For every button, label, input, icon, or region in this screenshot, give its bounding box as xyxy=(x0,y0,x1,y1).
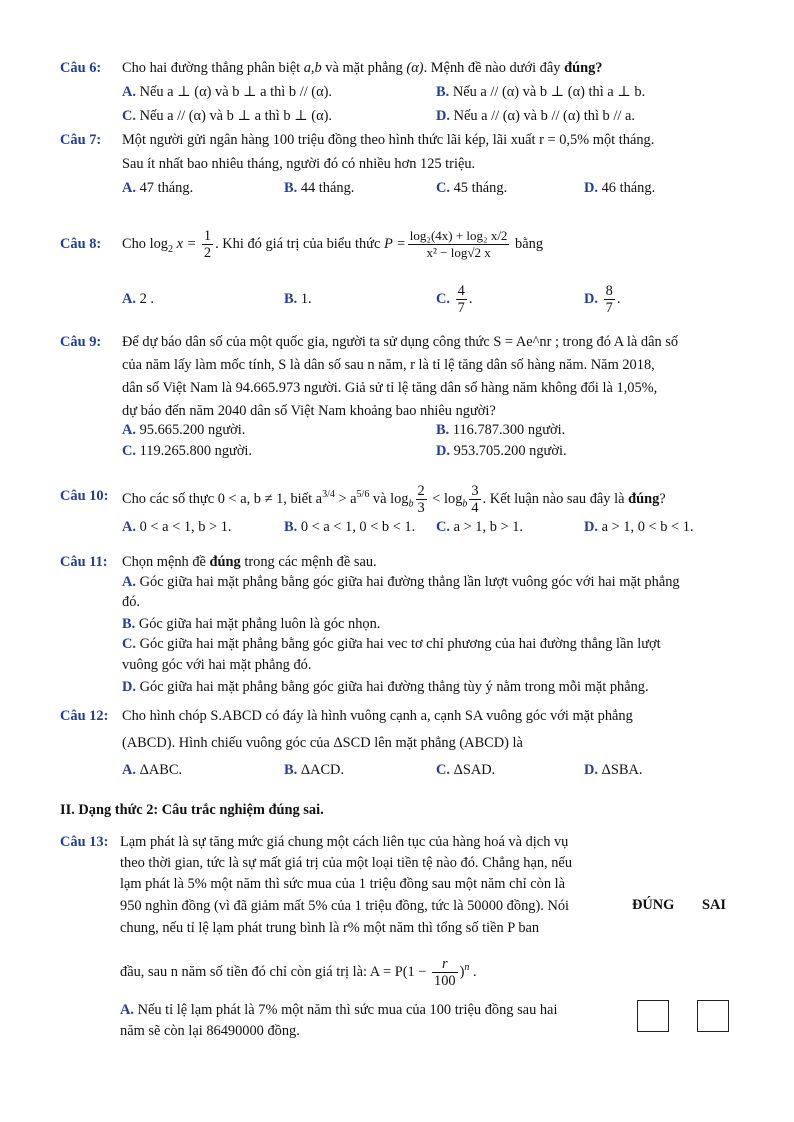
q9-option-b xyxy=(436,420,565,440)
q12-option-c xyxy=(436,760,495,780)
fraction-numerator: 2 xyxy=(417,482,425,499)
q10-fraction-2 xyxy=(469,483,480,516)
option-label: B. xyxy=(284,762,298,778)
q13-line-6 xyxy=(120,948,477,992)
question-7-number: Câu 7: xyxy=(60,132,102,148)
question-11-number: Câu 11: xyxy=(60,554,108,570)
option-text: Nếu tỉ lệ lạm phát là 7% một năm thì sức mua của 100 triệu đồng sau hai xyxy=(137,1002,558,1018)
q12-option-d xyxy=(584,760,642,780)
q10-stem-part: và log xyxy=(369,490,409,507)
q9-line-3: dân số Việt Nam là 94.665.973 người. Giả sử tỉ lệ tăng dân số hàng năm không đổi là 1,05%, xyxy=(122,380,658,396)
q13-line-1: Lạm phát là sự tăng mức giá chung một cách liên tục của hàng hoá và dịch vụ xyxy=(120,834,569,850)
q11-option-c-line-1 xyxy=(122,634,661,654)
q10-exponent-2: 5/6 xyxy=(356,489,370,500)
option-text: a > 1, b > 1. xyxy=(453,519,523,535)
q11-option-c-line-2: vuông góc với hai mặt phẳng đó. xyxy=(122,657,312,673)
option-text: Góc giữa hai mặt phẳng bằng góc giữa hai đường thẳng tùy ý nằm trong mỗi mặt phẳng. xyxy=(139,679,649,695)
option-label: A. xyxy=(122,519,136,535)
q10-stem-part: Cho các số thực 0 < a, b ≠ 1, biết a xyxy=(122,490,323,507)
q10-option-b xyxy=(284,517,415,537)
q10-option-d xyxy=(584,517,694,537)
option-label: B. xyxy=(436,84,450,100)
q6-stem-part: Cho hai đường thẳng phân biệt xyxy=(122,60,304,76)
option-text: 44 tháng. xyxy=(300,180,355,196)
q8-p-fraction xyxy=(408,228,510,261)
q9-option-c xyxy=(122,441,252,461)
option-label: C. xyxy=(436,519,450,535)
option-text: Góc giữa hai mặt phẳng luôn là góc nhọn. xyxy=(138,616,381,632)
fraction-denominator: 3 xyxy=(417,499,425,516)
q6-stem-plane: (α) xyxy=(406,60,424,76)
q9-option-a xyxy=(122,420,245,440)
q10-exponent-1: 3/4 xyxy=(322,489,335,500)
option-label: D. xyxy=(122,679,136,695)
fraction-denominator: x² − log√2 x xyxy=(408,244,510,261)
false-column-header: SAI xyxy=(702,897,726,913)
option-text: 953.705.200 người. xyxy=(453,443,567,459)
fraction-denominator: 2 xyxy=(203,245,212,262)
q6-option-c xyxy=(122,106,332,126)
option-text: Góc giữa hai mặt phẳng bằng góc giữa hai vec tơ chỉ phương của hai đường thẳng lần lượt xyxy=(139,636,661,652)
option-label: D. xyxy=(436,108,450,124)
q6-stem-part: . Mệnh đề nào dưới đây xyxy=(423,60,565,76)
option-text: 46 tháng. xyxy=(601,180,656,196)
option-text: Góc giữa hai mặt phẳng bằng góc giữa hai đường thẳng lần lượt vuông góc với hai mặt phẳng xyxy=(139,574,680,590)
option-label: D. xyxy=(436,443,450,459)
q8-p-label: P = xyxy=(383,236,406,252)
question-6-stem xyxy=(122,58,602,78)
option-text: 2 . xyxy=(139,291,154,307)
q8-fraction xyxy=(202,228,213,261)
q6-option-d xyxy=(436,106,635,126)
fraction-numerator: r xyxy=(441,955,448,972)
option-text: 47 tháng. xyxy=(139,180,194,196)
q6-option-b xyxy=(436,82,645,102)
option-text: 45 tháng. xyxy=(453,180,508,196)
option-label: A. xyxy=(122,291,136,307)
q6-option-a xyxy=(122,82,332,102)
q7-line-1: Một người gửi ngân hàng 100 triệu đồng theo hình thức lãi kép, lãi xuất r = 0,5% một tháng. xyxy=(122,132,655,148)
fraction-numerator: 8 xyxy=(605,283,613,300)
q10-log-base-2: b xyxy=(462,498,468,510)
option-text: ΔACD. xyxy=(300,762,345,778)
option-label: C. xyxy=(436,180,450,196)
q11-option-a-line-1 xyxy=(122,572,680,592)
q13-line-5: chung, nếu tỉ lệ lạm phát trung bình là r% một năm thì tổng số tiền P ban xyxy=(120,920,540,936)
q9-option-d xyxy=(436,441,567,461)
q11-stem-part: trong các mệnh đề sau. xyxy=(240,554,377,570)
fraction-numerator: log₂(4x) + log₂ x/2 xyxy=(409,228,508,244)
q9-line-1: Để dự báo dân số của một quốc gia, người ta sử dụng công thức S = Ae^nr ; trong đó A là dân số xyxy=(122,334,679,350)
question-6-number: Câu 6: xyxy=(60,60,102,76)
option-label: B. xyxy=(284,519,298,535)
fraction-numerator: 3 xyxy=(471,482,479,499)
true-column-header: ĐÚNG xyxy=(632,897,675,913)
q10-option-c xyxy=(436,517,523,537)
q11-stem-part: Chọn mệnh đề xyxy=(122,554,210,570)
q13-formula-exponent: n xyxy=(464,962,470,973)
q8-x: x = xyxy=(172,236,200,252)
q7-line-2: Sau ít nhất bao nhiêu tháng, người đó có nhiều hơn 125 triệu. xyxy=(122,156,476,172)
q8-log-base: 2 xyxy=(167,243,173,255)
q9-line-4: dự báo đến năm 2040 dân số Việt Nam khoảng bao nhiêu người? xyxy=(122,403,496,419)
option-text: ΔSAD. xyxy=(453,762,496,778)
q6-stem-bold: đúng? xyxy=(564,60,603,76)
q8-option-a xyxy=(122,280,154,318)
option-text: 0 < a < 1, b > 1. xyxy=(139,519,232,535)
section-2-title: II. Dạng thức 2: Câu trắc nghiệm đúng sai. xyxy=(60,802,324,818)
option-text: 116.787.300 người. xyxy=(452,422,566,438)
option-text: 1. xyxy=(300,291,312,307)
q8-log: Cho log xyxy=(122,236,168,252)
option-text: Nếu a ⊥ (α) và b ⊥ a thì b // (α). xyxy=(139,84,333,100)
option-label: C. xyxy=(436,762,450,778)
q7-option-d xyxy=(584,178,655,198)
q11-option-d xyxy=(122,677,649,697)
q13-formula-part: ) xyxy=(459,963,465,980)
fraction-numerator: 4 xyxy=(457,283,465,300)
q11-option-a-line-2: đó. xyxy=(122,594,140,610)
option-label: B. xyxy=(284,291,298,307)
q10-log-base-1: b xyxy=(408,498,414,510)
question-12-number: Câu 12: xyxy=(60,708,109,724)
fraction-denominator: 7 xyxy=(605,300,613,317)
option-label: D. xyxy=(584,180,598,196)
q12-line-2: (ABCD). Hình chiếu vuông góc của ΔSCD lên mặt phẳng (ABCD) là xyxy=(122,735,523,751)
option-label: D. xyxy=(584,762,598,778)
q10-stem-part: ? xyxy=(659,490,666,507)
q10-fraction-1 xyxy=(416,483,427,516)
option-text: 95.665.200 người. xyxy=(139,422,246,438)
q10-stem-part: . Kết luận nào sau đây là xyxy=(482,490,629,507)
q8-stem-part: bằng xyxy=(511,236,544,252)
option-label: B. xyxy=(284,180,298,196)
q8-stem xyxy=(122,218,543,276)
q8-c-fraction xyxy=(456,283,467,316)
fraction-denominator: 4 xyxy=(471,499,479,516)
option-label: B. xyxy=(436,422,450,438)
q9-line-2: của năm lấy làm mốc tính, S là dân số sau n năm, r là tỉ lệ tăng dân số hàng năm. Năm 2018, xyxy=(122,357,655,373)
q8-option-d: D. $\frac{8}{7}$ . xyxy=(584,283,621,317)
q13-line-4: 950 nghìn đồng (vì đã giảm mất 5% của 1 triệu đồng, tức là 50000 đồng). Nói xyxy=(120,898,570,914)
q12-line-1: Cho hình chóp S.ABCD có đáy là hình vuông cạnh a, cạnh SA vuông góc với mặt phẳng xyxy=(122,708,633,724)
q10-option-a xyxy=(122,517,232,537)
option-text: Nếu a // (α) và b ⊥ a thì b ⊥ (α). xyxy=(139,108,333,124)
q12-option-a xyxy=(122,760,182,780)
option-text: 0 < a < 1, 0 < b < 1. xyxy=(300,519,416,535)
option-label: C. xyxy=(436,291,450,307)
option-text: ΔSBA. xyxy=(601,762,643,778)
question-13-number: Câu 13: xyxy=(60,834,109,850)
option-label: A. xyxy=(120,1002,134,1018)
q8-option-c: C. $\frac{4}{7}$ . xyxy=(436,283,473,317)
q6-stem-part: và mặt phẳng xyxy=(321,60,407,76)
q8-d-fraction xyxy=(604,283,615,316)
q11-option-b xyxy=(122,614,380,634)
q11-stem xyxy=(122,552,377,572)
option-label: D. xyxy=(584,519,598,535)
option-text: Nếu a // (α) và b // (α) thì b // a. xyxy=(453,108,635,124)
option-label: A. xyxy=(122,180,136,196)
q13-line-2: theo thời gian, tức là sự mất giá trị của một loại tiền tệ nào đó. Chẳng hạn, nếu xyxy=(120,855,573,871)
q13-a-false-checkbox[interactable] xyxy=(697,1000,729,1032)
option-label: A. xyxy=(122,574,136,590)
question-8-number: Câu 8: xyxy=(60,236,102,252)
question-9-number: Câu 9: xyxy=(60,334,102,350)
q13-option-a-line-2: năm sẽ còn lại 86490000 đồng. xyxy=(120,1023,300,1039)
q13-line-3: lạm phát là 5% một năm thì sức mua của 1 triệu đồng sau một năm chỉ còn là xyxy=(120,876,566,892)
q8-stem-part: . Khi đó giá trị của biểu thức xyxy=(215,236,384,252)
q7-option-b xyxy=(284,178,354,198)
q10-stem-part: < log xyxy=(428,490,463,507)
option-text: ΔABC. xyxy=(139,762,183,778)
option-text: 119.265.800 người. xyxy=(139,443,253,459)
q7-option-a xyxy=(122,178,193,198)
q13-formula-part: . xyxy=(469,963,477,980)
q13-a-true-checkbox[interactable] xyxy=(637,1000,669,1032)
q13-option-a-line-1 xyxy=(120,1000,557,1021)
option-text: a > 1, 0 < b < 1. xyxy=(601,519,694,535)
q12-option-b xyxy=(284,760,344,780)
fraction-denominator: 100 xyxy=(434,972,456,989)
option-label: A. xyxy=(122,762,136,778)
question-10-number: Câu 10: xyxy=(60,488,109,504)
option-label: A. xyxy=(122,422,136,438)
option-label: C. xyxy=(122,443,136,459)
option-label: C. xyxy=(122,108,136,124)
option-label: A. xyxy=(122,84,136,100)
option-text: Nếu a // (α) và b ⊥ (α) thì a ⊥ b. xyxy=(452,84,646,100)
q13-formula-fraction xyxy=(432,956,458,989)
q8-option-b xyxy=(284,280,312,318)
fraction-denominator: 7 xyxy=(457,300,465,317)
option-label: C. xyxy=(122,636,136,652)
q7-option-c xyxy=(436,178,507,198)
option-label: D. xyxy=(584,291,598,307)
q11-stem-bold: đúng xyxy=(209,554,241,570)
q13-formula-part: đầu, sau n năm số tiền đó chỉ còn giá trị là: A = P(1 − xyxy=(120,963,430,980)
option-label: B. xyxy=(122,616,136,632)
q6-stem-vars: a,b xyxy=(303,60,322,76)
q10-stem-bold: đúng xyxy=(628,490,660,507)
q10-stem-part: > a xyxy=(334,490,357,507)
fraction-numerator: 1 xyxy=(203,228,212,245)
